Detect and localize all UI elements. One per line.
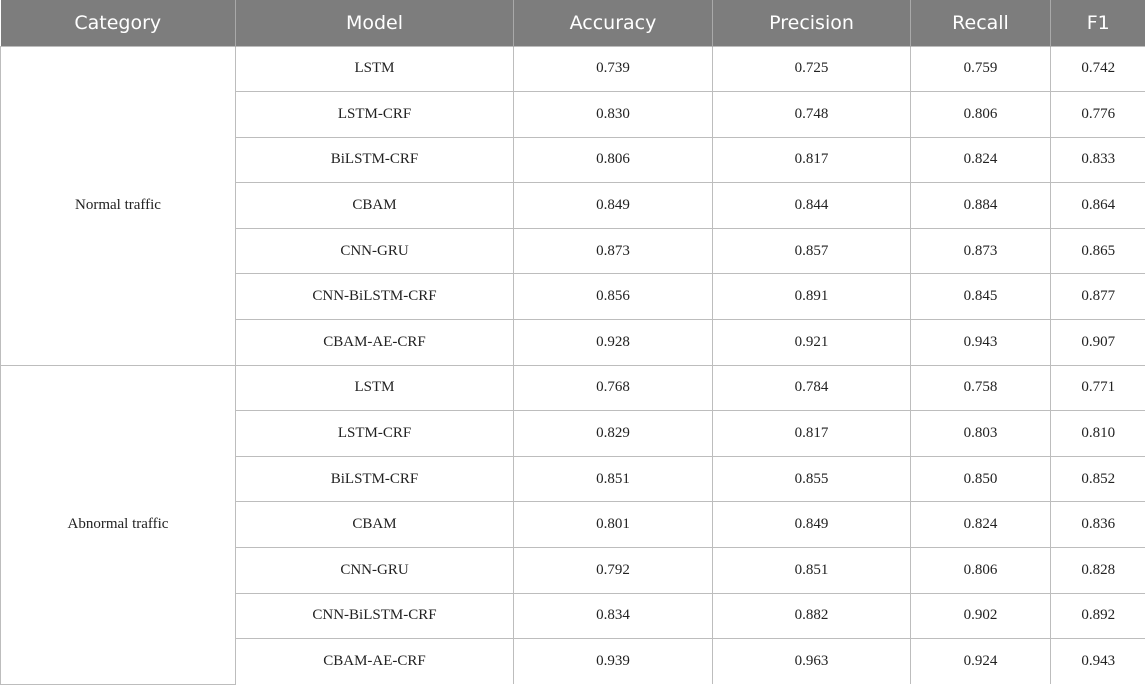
recall-cell: 0.902	[911, 593, 1051, 639]
precision-cell: 0.855	[713, 456, 911, 502]
f1-cell: 0.943	[1051, 639, 1145, 685]
model-cell: LSTM-CRF	[236, 92, 514, 138]
recall-cell: 0.758	[911, 365, 1051, 411]
precision-cell: 0.817	[713, 137, 911, 183]
model-cell: CNN-GRU	[236, 548, 514, 594]
recall-cell: 0.884	[911, 183, 1051, 229]
precision-cell: 0.882	[713, 593, 911, 639]
precision-cell: 0.844	[713, 183, 911, 229]
recall-cell: 0.759	[911, 46, 1051, 92]
f1-cell: 0.776	[1051, 92, 1145, 138]
precision-cell: 0.851	[713, 548, 911, 594]
f1-cell: 0.865	[1051, 228, 1145, 274]
model-cell: BiLSTM-CRF	[236, 456, 514, 502]
header-row	[1, 0, 1145, 46]
model-cell: LSTM	[236, 46, 514, 92]
precision-cell: 0.921	[713, 320, 911, 366]
table-header	[1, 0, 1145, 46]
accuracy-cell: 0.849	[514, 183, 713, 229]
precision-cell: 0.748	[713, 92, 911, 138]
table-row	[1, 46, 1145, 92]
header-recall: Recall	[911, 0, 1051, 46]
accuracy-cell: 0.801	[514, 502, 713, 548]
model-cell: BiLSTM-CRF	[236, 137, 514, 183]
f1-cell: 0.810	[1051, 411, 1145, 457]
f1-cell: 0.877	[1051, 274, 1145, 320]
precision-cell: 0.817	[713, 411, 911, 457]
recall-cell: 0.824	[911, 502, 1051, 548]
precision-cell: 0.963	[713, 639, 911, 685]
table-body	[1, 46, 1145, 684]
recall-cell: 0.924	[911, 639, 1051, 685]
recall-cell: 0.850	[911, 456, 1051, 502]
f1-cell: 0.907	[1051, 320, 1145, 366]
header-category: Category	[1, 0, 236, 46]
model-cell: LSTM-CRF	[236, 411, 514, 457]
accuracy-cell: 0.851	[514, 456, 713, 502]
category-cell: Normal traffic	[1, 46, 236, 365]
accuracy-cell: 0.768	[514, 365, 713, 411]
model-cell: CNN-GRU	[236, 228, 514, 274]
precision-cell: 0.725	[713, 46, 911, 92]
f1-cell: 0.771	[1051, 365, 1145, 411]
f1-cell: 0.836	[1051, 502, 1145, 548]
model-cell: CBAM-AE-CRF	[236, 639, 514, 685]
model-cell: CBAM	[236, 183, 514, 229]
precision-cell: 0.857	[713, 228, 911, 274]
accuracy-cell: 0.873	[514, 228, 713, 274]
precision-cell: 0.891	[713, 274, 911, 320]
table-row	[1, 365, 1145, 411]
accuracy-cell: 0.829	[514, 411, 713, 457]
model-cell: CNN-BiLSTM-CRF	[236, 274, 514, 320]
accuracy-cell: 0.830	[514, 92, 713, 138]
accuracy-cell: 0.939	[514, 639, 713, 685]
accuracy-cell: 0.856	[514, 274, 713, 320]
header-precision: Precision	[713, 0, 911, 46]
recall-cell: 0.845	[911, 274, 1051, 320]
recall-cell: 0.806	[911, 548, 1051, 594]
accuracy-cell: 0.834	[514, 593, 713, 639]
f1-cell: 0.892	[1051, 593, 1145, 639]
recall-cell: 0.806	[911, 92, 1051, 138]
recall-cell: 0.803	[911, 411, 1051, 457]
header-accuracy: Accuracy	[514, 0, 713, 46]
model-cell: CBAM-AE-CRF	[236, 320, 514, 366]
precision-cell: 0.784	[713, 365, 911, 411]
header-f1: F1	[1051, 0, 1145, 46]
model-cell: CNN-BiLSTM-CRF	[236, 593, 514, 639]
f1-cell: 0.852	[1051, 456, 1145, 502]
precision-cell: 0.849	[713, 502, 911, 548]
accuracy-cell: 0.806	[514, 137, 713, 183]
accuracy-cell: 0.792	[514, 548, 713, 594]
recall-cell: 0.943	[911, 320, 1051, 366]
model-cell: LSTM	[236, 365, 514, 411]
recall-cell: 0.824	[911, 137, 1051, 183]
f1-cell: 0.828	[1051, 548, 1145, 594]
header-model: Model	[236, 0, 514, 46]
model-cell: CBAM	[236, 502, 514, 548]
accuracy-cell: 0.928	[514, 320, 713, 366]
f1-cell: 0.742	[1051, 46, 1145, 92]
accuracy-cell: 0.739	[514, 46, 713, 92]
f1-cell: 0.864	[1051, 183, 1145, 229]
f1-cell: 0.833	[1051, 137, 1145, 183]
category-cell: Abnormal traffic	[1, 365, 236, 684]
recall-cell: 0.873	[911, 228, 1051, 274]
